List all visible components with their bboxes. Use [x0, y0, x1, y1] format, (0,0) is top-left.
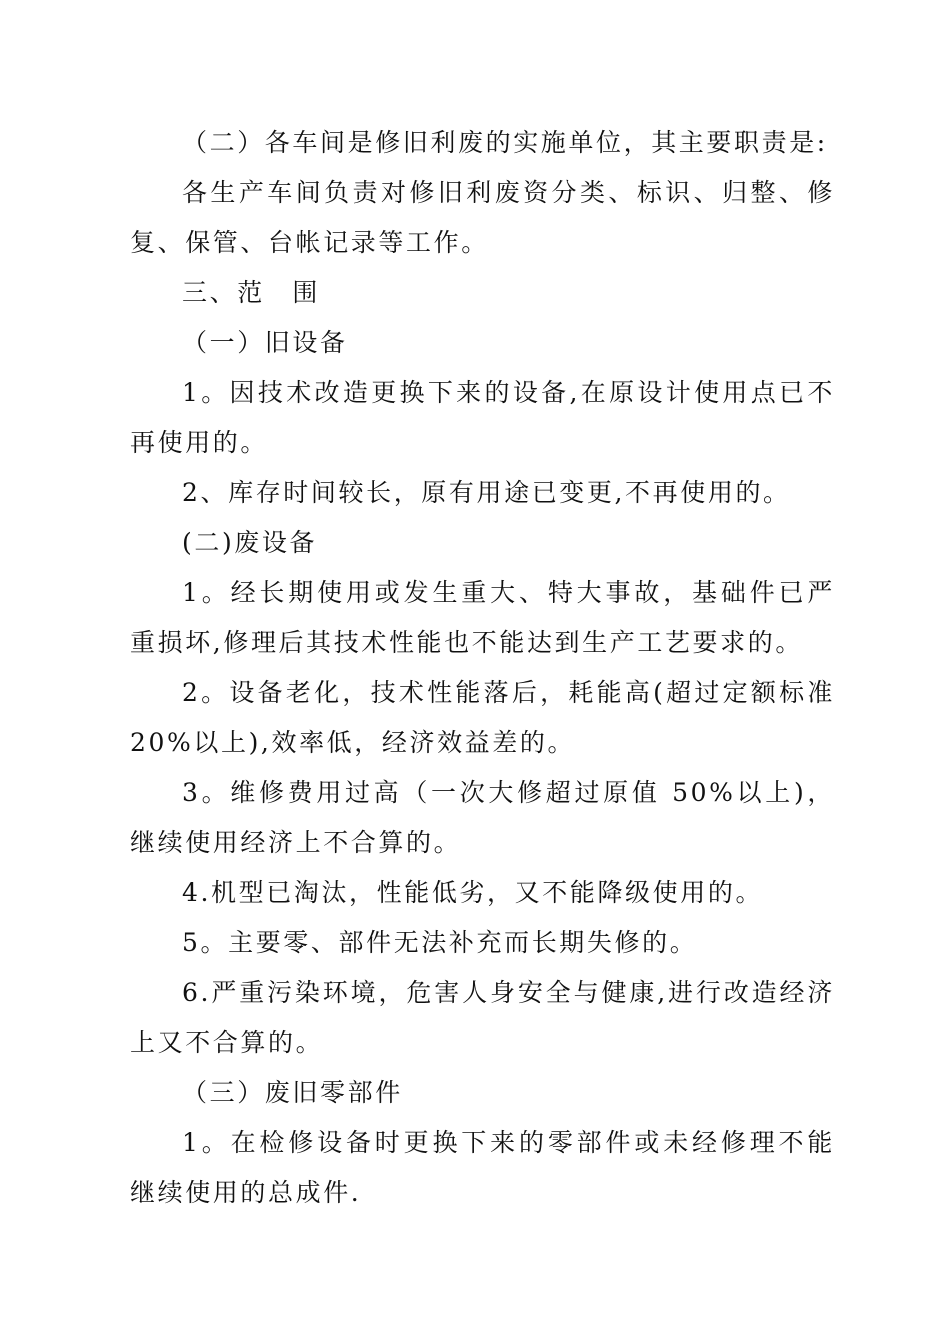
paragraph-scrap-parts-1: 1。在检修设备时更换下来的零部件或未经修理不能继续使用的总成件. — [130, 1128, 835, 1207]
paragraph-workshop-duties-heading: （二）各车间是修旧利废的实施单位，其主要职责是: — [182, 128, 828, 157]
paragraph-scrap-equipment-6: 6.严重污染环境，危害人身安全与健康,进行改造经济上又不合算的。 — [130, 978, 835, 1057]
paragraph-scrap-equipment-5: 5。主要零、部件无法补充而长期失修的。 — [182, 928, 698, 957]
paragraph-old-equipment-2: 2、库存时间较长，原有用途已变更,不再使用的。 — [182, 478, 791, 507]
subheading-scrap-equipment: (二)废设备 — [182, 528, 318, 557]
subheading-old-equipment: （一）旧设备 — [182, 328, 348, 357]
paragraph-scrap-equipment-2: 2。设备老化，技术性能落后，耗能高(超过定额标准 20%以上),效率低，经济效益差的。 — [130, 678, 835, 757]
section-heading-scope: 三、范 围 — [182, 278, 321, 307]
subheading-scrap-parts: （三）废旧零部件 — [182, 1078, 403, 1107]
paragraph-scrap-equipment-4: 4.机型已淘汰，性能低劣，又不能降级使用的。 — [182, 878, 764, 907]
document-body — [130, 118, 835, 1218]
paragraph-scrap-equipment-1: 1。经长期使用或发生重大、特大事故，基础件已严重损坏,修理后其技术性能也不能达到生产工艺要求的。 — [130, 578, 835, 657]
paragraph-workshop-duties: 各生产车间负责对修旧利废资分类、标识、归整、修复、保管、台帐记录等工作。 — [130, 178, 835, 257]
paragraph-old-equipment-1: 1。因技术改造更换下来的设备,在原设计使用点已不再使用的。 — [130, 378, 835, 457]
paragraph-scrap-equipment-3: 3。维修费用过高（一次大修超过原值 50%以上)，继续使用经济上不合算的。 — [130, 778, 835, 857]
